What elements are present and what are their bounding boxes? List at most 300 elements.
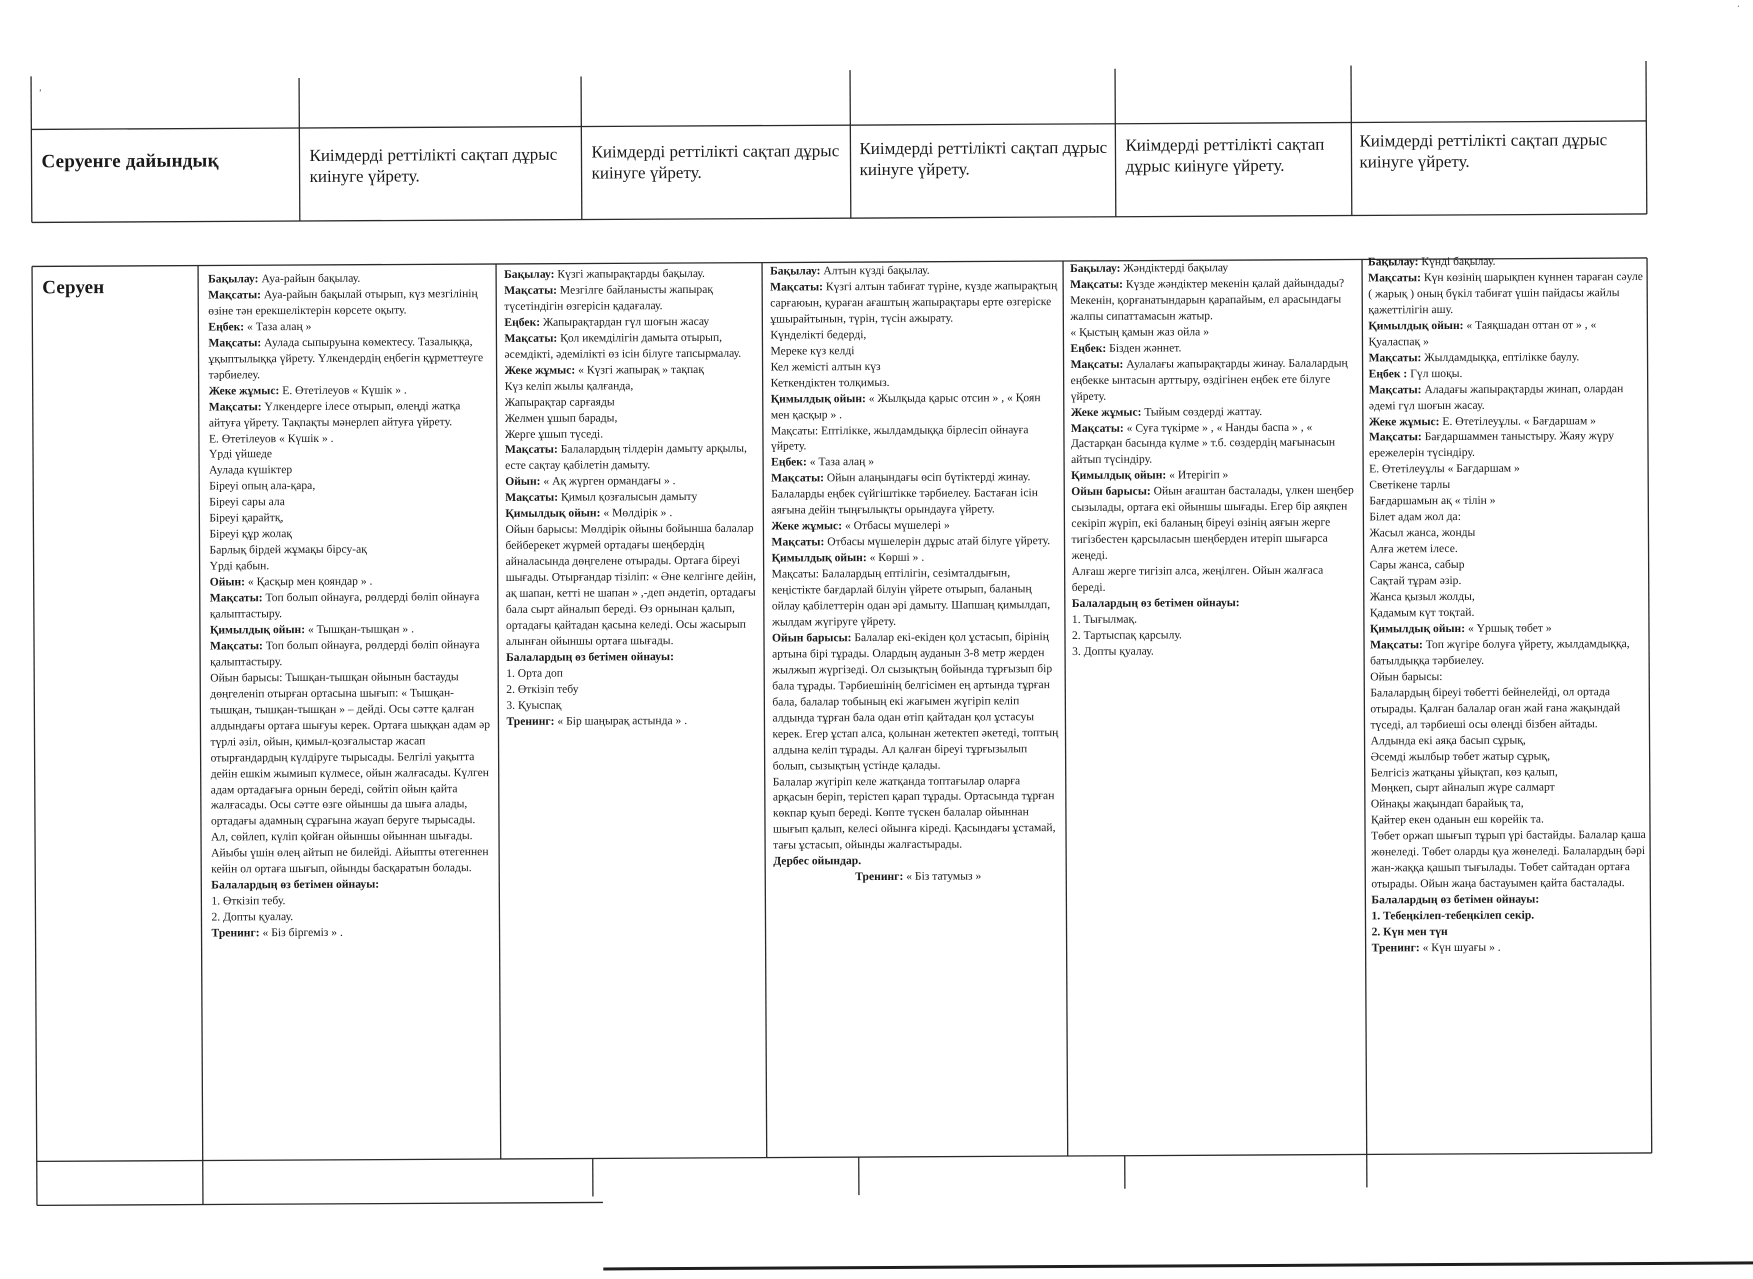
walk-line — [771, 390, 1061, 423]
walk-line-label: Мақсаты: — [770, 280, 823, 293]
row-title-walk: Серуен — [42, 276, 192, 307]
walk-line-text: Біреуі құр жолақ — [209, 527, 292, 540]
walk-line-body: Аулада сыпыруына көмектесу. Тазалыққа, ұқыптылыққа үйрету. Үлкендердің еңбегін құрметтеуге тәрбиелеу. — [208, 335, 483, 381]
walk-line — [208, 286, 492, 319]
walk-line — [212, 924, 496, 941]
walk-line-text — [1071, 405, 1262, 419]
walk-line — [209, 525, 493, 542]
walk-line — [208, 334, 492, 383]
walk-line — [1370, 668, 1646, 685]
walk-line-text: « Қыстың қамын жаз ойла » — [1070, 325, 1209, 339]
walk-line-text — [506, 650, 674, 664]
walk-line-body: Күнді бақылау. — [1418, 255, 1495, 268]
walk-line-body: « Бір шаңырақ астында » . — [554, 714, 687, 728]
walk-line-body: Қимыл қозғалысын дамыту — [558, 490, 697, 504]
prep-cell-tue: Киімдерді реттілікті сақтап дұрыс киінуге үйрету. — [591, 140, 845, 211]
walk-line-label: Жеке жұмыс: — [209, 384, 280, 397]
walk-line-text: 2. Өткізіп тебу — [506, 682, 578, 695]
walk-line-text: 2. Допты қуалау. — [211, 910, 293, 923]
walk-line-label: Ойын: — [505, 475, 540, 488]
walk-cell-fri — [1368, 253, 1649, 1144]
walk-line-text — [1372, 941, 1501, 955]
walk-line — [1371, 795, 1647, 812]
walk-line — [505, 425, 759, 442]
walk-line — [1070, 323, 1358, 340]
walk-line-body: Тыйым сөздерді жаттау. — [1141, 405, 1262, 419]
walk-line-body: Үлкендерге ілесе отырып, өлеңді жатқа айтуға үйрету. Тақпақты мәнерлеп айтуға үйрету. — [209, 399, 461, 429]
walk-line-text — [770, 279, 1057, 325]
walk-line-text: 3. Қуыспақ — [506, 698, 561, 711]
walk-line — [211, 892, 495, 909]
scan-mark-right: · — [1737, 1, 1740, 12]
walk-line-text — [1369, 430, 1614, 460]
walk-line — [1368, 317, 1644, 350]
walk-line — [504, 282, 758, 315]
walk-line-text — [1071, 484, 1354, 562]
walk-line-body: « Таза алаң » — [244, 320, 311, 333]
walk-line-text — [209, 383, 407, 397]
walk-line-text: Балалар жүгіріп келе жатқанда топтағылар оларға арқасын беріп, терістеп қарап тұрады. Ортасында тұрған көкпар қуып береді. Көпте түскен балалар ойыннан шығып қалып, келесі ойынға кіреді. Қасындағы ұстамай, тағы ұстасып, ойынды жалғастырады. — [773, 774, 1056, 852]
walk-line-text — [771, 519, 949, 533]
walk-line — [1370, 604, 1646, 621]
walk-line — [1369, 365, 1645, 382]
walk-line — [1370, 540, 1646, 557]
walk-line-label: Мақсаты: — [1369, 351, 1422, 364]
walk-line — [1071, 403, 1359, 420]
walk-line-body: Топ болып ойнауға, рөлдерді бөліп ойнауға қалыптастыру. — [210, 590, 480, 620]
walk-line — [770, 262, 1060, 279]
walk-line-text: Балалардың біреуі төбетті бейнелейді, ол ортада отырады. Қалған балалар оған жай ғана жақындай түседі, ал тәрбиеші осы өлеңді бізбен айтады. — [1370, 685, 1620, 731]
walk-line-text: 2. Тартыспақ қарсылу. — [1072, 628, 1182, 642]
walk-line-label: Балалардың өз бетімен ойнауы: — [506, 650, 674, 664]
walk-line-text: Күз келіп жылы қалғанда, — [505, 379, 634, 393]
walk-line — [504, 329, 758, 362]
walk-line — [210, 637, 494, 670]
walk-line-body: Жапырақтардан гүл шоғын жасау — [540, 315, 709, 329]
walk-line — [1071, 483, 1359, 564]
walk-line-body: « Итерігіп » — [1166, 469, 1228, 482]
walk-line-body: Бізден жәннет. — [1106, 341, 1181, 354]
walk-line-label: Тренинг: — [855, 870, 903, 883]
walk-line — [208, 270, 492, 287]
walk-line-text: Жанса қызыл жолды, — [1370, 590, 1475, 604]
walk-line-label: Тренинг: — [212, 926, 260, 939]
walk-cell-wed — [770, 262, 1065, 1149]
walk-cell-mon — [208, 270, 497, 1156]
walk-line-label: Балалардың өз бетімен ойнауы: — [1072, 596, 1240, 610]
walk-line-text — [504, 283, 713, 313]
walk-line — [771, 533, 1061, 550]
walk-line — [209, 509, 493, 526]
walk-line-label: Қимылдық ойын: — [505, 507, 600, 520]
walk-line — [770, 278, 1060, 327]
walk-line-label: Жеке жұмыс: — [1369, 415, 1440, 428]
walk-line-text: Сары жанса, сабыр — [1370, 558, 1465, 571]
walk-line-text — [212, 926, 343, 940]
walk-line-label: Мақсаты: — [505, 443, 558, 456]
walk-line-text: Үрді үйшеде — [209, 448, 272, 461]
walk-line-text: Мақсаты: Ептілікке, жылдамдыққа бірлесіп ойнауға үйрету. — [771, 423, 1029, 453]
walk-line-text: Е. Өтетілеуов « Күшік » . — [209, 431, 334, 445]
walk-line-text — [771, 471, 1038, 517]
walk-line-label: Мақсаты: — [1368, 271, 1421, 284]
walk-line — [1070, 339, 1358, 356]
walk-line-text: Сақтай тұрам әзір. — [1370, 574, 1462, 587]
walk-line-label: Мақсаты: — [1070, 278, 1123, 291]
walk-line — [1071, 467, 1359, 484]
walk-line-text — [505, 363, 704, 377]
walk-line-label: Бақылау: — [504, 268, 554, 281]
walk-line — [773, 773, 1063, 854]
walk-line — [1370, 684, 1646, 733]
walk-line-text: Ойын барысы: — [1370, 670, 1442, 683]
walk-line-label: Мақсаты: — [1369, 383, 1422, 396]
walk-line-text — [211, 878, 379, 892]
walk-line — [209, 430, 493, 447]
walk-line-text — [210, 575, 373, 589]
walk-cell-thu — [1070, 259, 1363, 1145]
walk-line-label: Мақсаты: — [210, 639, 263, 652]
walk-line — [210, 621, 494, 638]
walk-line — [1072, 626, 1360, 643]
walk-line — [1369, 428, 1645, 461]
walk-line-text: Мақсаты: Балалардың ептілігін, сезімталдығын, кеңістікте бағдарлай білуін үйрете отырып, баланың ойлау қабілеттерін одан әрі дамыту. Шапшаң қимылдап, жылдам жүгіруге үйрету. — [772, 566, 1051, 628]
walk-line — [773, 852, 1063, 869]
walk-line-label: Мақсаты: — [504, 284, 557, 297]
walk-line-text: 1. Тығылмақ. — [1072, 613, 1137, 626]
walk-line — [505, 361, 759, 378]
walk-line-text: 1. Орта доп — [506, 666, 563, 679]
walk-line-body: Жылдамдыққа, ептілікке баулу. — [1421, 350, 1579, 364]
walk-line — [770, 342, 1060, 359]
walk-line-text — [1369, 414, 1596, 428]
walk-line-text — [504, 331, 741, 361]
walk-line-text — [1370, 637, 1630, 667]
walk-line-body: « Қасқыр мен қояндар » . — [245, 575, 372, 589]
walk-line — [505, 393, 759, 410]
walk-line-text — [1368, 255, 1495, 269]
walk-line — [772, 549, 1062, 566]
walk-line — [1369, 349, 1645, 366]
walk-line — [505, 473, 759, 490]
walk-line-text: Жасыл жанса, жонды — [1369, 526, 1475, 540]
walk-line-label: Мақсаты: — [771, 535, 824, 548]
walk-line — [211, 876, 495, 893]
walk-line-body: « Біз біргеміз » . — [260, 926, 343, 939]
walk-line-text: Ойын барысы: Мөлдірік ойыны бойынша балалар бейберекет жүрмей ортадағы шеңбердің айналасында дөңгелене отырады. Ортаға біреуі шығады. Отырғандар тізіліп: « Әне келгінге дейін, ақ шапан, кетті не шапан » ,-деп әндетіп, ортадағы бала сырт айналып береді. Өз орнынан қалып, ортадағы қайтадан қасына келеді. Осы жасырып алынған ойыншы ортаға шығады. — [505, 522, 756, 648]
walk-line-body: « Отбасы мүшелері » — [842, 519, 950, 533]
walk-line — [1071, 419, 1359, 468]
walk-line-text — [1368, 318, 1596, 348]
walk-line — [505, 441, 759, 474]
walk-line — [506, 680, 760, 697]
walk-line-text — [210, 638, 480, 668]
walk-line-label: Еңбек: — [504, 316, 540, 329]
walk-line-text — [1070, 276, 1344, 322]
walk-line — [1369, 413, 1645, 430]
walk-line — [1371, 732, 1647, 749]
walk-line — [209, 445, 493, 462]
walk-line-text: Кел жемісті алтын күз — [771, 360, 881, 374]
walk-line-text: Біреуі қарайтқ, — [209, 511, 283, 524]
walk-line-label: Тренинг: — [506, 714, 554, 727]
walk-line — [1072, 610, 1360, 627]
walk-line — [1371, 748, 1647, 765]
walk-line — [209, 382, 493, 399]
walk-line — [208, 318, 492, 335]
walk-line — [1072, 594, 1360, 611]
walk-line — [506, 712, 760, 729]
walk-line-text — [505, 442, 747, 472]
walk-line-text — [504, 267, 705, 281]
walk-line — [771, 469, 1061, 518]
walk-line-text — [771, 534, 1050, 548]
walk-line-text — [773, 854, 861, 867]
walk-line-label: Еңбек : — [1369, 367, 1408, 380]
walk-line-body: « Тышқан-тышқан » . — [305, 622, 414, 636]
walk-line-label: Дербес ойындар. — [773, 854, 861, 867]
prep-cell-mon: Киімдерді реттілікті сақтап дұрыс киінуге үйрету. — [309, 144, 575, 215]
walk-line-label: Бақылау: — [1070, 262, 1120, 275]
walk-line-body: Е. Өтетілеуов « Күшік » . — [279, 383, 407, 397]
walk-line-text: Біреуі опың ала-қара, — [209, 479, 315, 493]
walk-line-text — [208, 320, 311, 334]
walk-line — [773, 868, 1063, 885]
walk-line — [771, 422, 1061, 455]
prep-cell-thu: Киімдерді реттілікті сақтап дұрыс киінуге үйрету. — [1125, 134, 1347, 205]
walk-line — [771, 358, 1061, 375]
walk-line-text: Алға жетем ілесе. — [1370, 542, 1458, 555]
walk-line-label: Ойын барысы: — [1071, 485, 1151, 498]
walk-line — [1368, 269, 1644, 318]
walk-line-text — [772, 630, 1058, 772]
walk-line-body: Мезгілге байланысты жапырақ түсетіндігін өзгерісін қадағалау. — [504, 283, 713, 313]
walk-line-text: Үрді қабын. — [210, 559, 270, 572]
walk-line — [210, 589, 494, 622]
walk-cell-tue — [504, 266, 763, 1152]
walk-line-label: Қимылдық ойын: — [1071, 469, 1166, 482]
walk-line-label: Қимылдық ойын: — [772, 551, 867, 564]
walk-line-text: 1. Өткізіп тебу. — [211, 894, 285, 907]
walk-line-text — [1371, 893, 1539, 907]
walk-line-body: « Суға түкірме » , « Нанды баспа » , « Дастарқан басында күлме » т.б. сөздердің мағынасын айтып түсіндіру. — [1071, 420, 1335, 466]
walk-line-label: Еңбек: — [208, 320, 244, 333]
walk-line-label: Балалардың өз бетімен ойнауы: — [1371, 893, 1539, 907]
walk-line — [770, 326, 1060, 343]
walk-line — [505, 409, 759, 426]
walk-line-text — [208, 287, 478, 317]
walk-line-label: 2. Күн мен түн — [1372, 925, 1448, 938]
walk-line-text — [1369, 367, 1463, 380]
walk-line-text: Біреуі сары ала — [209, 495, 285, 508]
walk-line-text — [210, 590, 480, 620]
walk-line — [209, 541, 493, 558]
walk-line-text — [505, 474, 675, 488]
walk-line-body: Алтын күзді бақылау. — [820, 264, 929, 278]
walk-line-text — [1072, 596, 1240, 610]
walk-line-body: « Күзгі жапырақ » тақпақ — [575, 363, 704, 377]
walk-line-body: « Күн шуағы » . — [1420, 941, 1501, 954]
walk-line-label: Мақсаты: — [208, 288, 261, 301]
walk-line-text — [1368, 270, 1643, 316]
walk-line-text — [1370, 621, 1552, 635]
walk-line-text: Желмен ұшып барады, — [505, 411, 618, 425]
walk-line — [1371, 763, 1647, 780]
walk-line-body: Жәндіктерді бақылау — [1120, 261, 1228, 275]
walk-line-label: Қимылдық ойын: — [210, 623, 305, 636]
walk-line-label: Мақсаты: — [1369, 431, 1422, 444]
walk-line — [211, 908, 495, 925]
walk-line-body: Отбасы мүшелерін дұрыс атай білуге үйрету. — [824, 534, 1050, 548]
walk-line — [1371, 779, 1647, 796]
walk-line-text — [208, 335, 483, 381]
walk-line-text — [1371, 909, 1534, 923]
walk-line-text — [771, 391, 1041, 421]
walk-line-text — [505, 490, 697, 504]
walk-line-label: Бақылау: — [208, 272, 258, 285]
walk-line-body: Ойын ағаштан басталады, үлкен шеңбер сызылады, ортаға екі ойыншы шығады. Егер бір аяқпен секіріп жүріп, екі баланың біреуі өзінің аяғын жерге тигізбестен қарсыласын шеңберден итеріп шығарса жеңеді. — [1071, 484, 1353, 562]
walk-line — [210, 557, 494, 574]
walk-line-text — [210, 622, 414, 636]
walk-line — [209, 398, 493, 431]
walk-line-body: Топ болып ойнауға, рөлдерді бөліп ойнауға қалыптастыру. — [210, 638, 480, 668]
walk-line-text — [1369, 382, 1624, 412]
walk-line — [1071, 355, 1359, 404]
walk-line-text — [771, 455, 874, 469]
walk-line-text: Е. Өтетілеуұлы « Бағдаршам » — [1369, 462, 1520, 476]
walk-line-label: Мақсаты: — [771, 472, 824, 485]
walk-line — [209, 493, 493, 510]
walk-line — [1369, 381, 1645, 414]
walk-line-body: Аладағы жапырақтарды жинап, олардан әдемі гүл шоғын жасау. — [1369, 382, 1624, 412]
walk-line — [1371, 891, 1647, 908]
row-title-prep: Серуенге дайындық — [41, 149, 293, 214]
walk-line-body: Күн көзінің шарықпен күннен тараған сәуле ( жарық ) оның бүкіл табиғат үшін пайдасы жайлы қажеттілігін ашу. — [1368, 270, 1643, 316]
walk-line-body: Күзгі жапырақтарды бақылау. — [554, 267, 704, 281]
walk-line — [1369, 492, 1645, 509]
walk-line-text: Мереке күз келді — [770, 344, 854, 357]
walk-line-label: Мақсаты: — [209, 400, 262, 413]
walk-line-label: Қимылдық ойын: — [771, 392, 866, 405]
walk-line-body: « Мөлдірік » . — [600, 506, 672, 519]
walk-line-text: Әсемді жылбыр төбет жатыр сұрық, — [1371, 749, 1550, 763]
walk-line-body: Күзгі алтын табиғат түріне, күзде жапырақтың сарғаюын, қураған ағаштың жапырақтары ерте өзгеріске ұшырайтынын, түрін, түсін ажырату. — [770, 279, 1057, 325]
scan-mark: , — [39, 82, 42, 93]
prep-cell-fri: Киімдерді реттілікті сақтап дұрыс киінуге үйрету. — [1359, 129, 1643, 200]
walk-line-text — [505, 506, 672, 520]
walk-line-text — [770, 264, 930, 278]
walk-line-text — [1071, 469, 1228, 483]
walk-line — [771, 374, 1061, 391]
walk-line-text — [855, 870, 981, 884]
walk-line — [1371, 827, 1647, 892]
walk-line — [1368, 253, 1644, 270]
walk-line-body: « Көрші » . — [867, 551, 925, 564]
walk-line — [771, 453, 1061, 470]
walk-line-text — [208, 272, 360, 286]
walk-line-text — [504, 315, 709, 329]
walk-line-body: Топ жүгіре болуға үйрету, жылдамдыққа, батылдыққа тәрбиелеу. — [1370, 637, 1630, 667]
walk-line-body: Аулалағы жапырақтарды жинау. Балалардың еңбекке ынтасын арттыру, өздігінен еңбек ете білуге үйрету. — [1071, 356, 1348, 402]
walk-line — [772, 629, 1063, 774]
walk-line-body: « Таза алаң » — [807, 455, 874, 468]
walk-line-text: Қайтер екен оданын еш көрейік та. — [1371, 813, 1544, 827]
walk-line — [1371, 907, 1647, 924]
walk-line — [1370, 588, 1646, 605]
walk-line — [1370, 572, 1646, 589]
walk-line — [505, 489, 759, 506]
walk-line — [505, 521, 760, 650]
walk-line — [1370, 636, 1646, 669]
walk-line-label: Бақылау: — [1368, 255, 1418, 268]
walk-line — [1369, 476, 1645, 493]
walk-line-body: Бағдаршаммен таныстыру. Жаяу жүру ережелерін түсіндіру. — [1369, 430, 1614, 460]
walk-line — [772, 565, 1062, 630]
walk-line-label: Қимылдық ойын: — [1370, 622, 1465, 635]
walk-line-text: Белгісіз жатқаны ұйықтап, көз қалып, — [1371, 765, 1558, 779]
walk-line-text: Жапырақтар сарғаяды — [505, 395, 615, 409]
walk-line — [1072, 563, 1360, 596]
walk-line — [209, 461, 493, 478]
walk-line-text: Бағдаршамын ақ « тілін » — [1369, 494, 1495, 508]
walk-line-body: Балалардың тілдерін дамыту арқылы, есте сақтау қабілетін дамыту. — [505, 442, 747, 472]
walk-line-body: Е. Өтетілеуұлы. « Бағдаршам » — [1439, 414, 1596, 428]
walk-line-text: Кеткендіктен толқимыз. — [771, 376, 890, 390]
walk-line-label: Ойын барысы: — [772, 631, 852, 644]
walk-line-body: « Үршық төбет » — [1465, 621, 1552, 634]
walk-line-label: Мақсаты: — [505, 491, 558, 504]
walk-line — [1070, 275, 1358, 324]
walk-line-text: Алдында екі аяқа басып сұрық, — [1371, 733, 1526, 747]
walk-line-text: 3. Допты қуалау. — [1072, 644, 1154, 657]
walk-line-label: Мақсаты: — [1370, 638, 1423, 651]
walk-line-text: Ойнақы жақындап барайық та, — [1371, 797, 1524, 811]
walk-line-body: Ауа-райын бақылай отырып, күз мезгілінің өзіне тән ерекшеліктерін көрсете оқыту. — [208, 287, 477, 317]
walk-line-label: Бақылау: — [770, 264, 820, 277]
prep-cell-wed: Киімдерді реттілікті сақтап дұрыс киінуге үйрету. — [859, 137, 1109, 208]
walk-line-label: Еңбек: — [1070, 342, 1106, 355]
walk-line — [1369, 524, 1645, 541]
walk-line-text: Аулада күшіктер — [209, 463, 292, 476]
walk-line-text: Светікене тарлы — [1369, 478, 1450, 491]
walk-line-text — [772, 551, 925, 565]
walk-line-label: Мақсаты: — [210, 591, 263, 604]
walk-line-text: Мөңкеп, сырт айналып жүре салмарт — [1371, 781, 1555, 795]
walk-line-label: Еңбек: — [771, 456, 807, 469]
walk-line-text: Барлық бірдей жұмақы бірсу-ақ — [210, 543, 367, 557]
walk-line — [771, 517, 1061, 534]
walk-line — [1072, 642, 1360, 659]
walk-line-label: Мақсаты: — [504, 331, 557, 344]
walk-line-text — [209, 399, 461, 429]
walk-line-label: Жеке жұмыс: — [1071, 405, 1142, 418]
walk-line-text: Төбет оржап шығып тұрып үрі бастайды. Балалар қаша жөнеледі. Төбет оларды қуа жөнеледі. Балалардың бәрі жан-жаққа қашып тығылады. Төбет сайтадан ортаға отырады. Ойын жаңа бастауымен қайта басталады. — [1371, 828, 1646, 890]
walk-line-label: Жеке жұмыс: — [505, 363, 576, 376]
walk-line-text — [1372, 925, 1448, 938]
walk-line-body: Гүл шоқы. — [1407, 367, 1462, 380]
walk-line — [504, 313, 758, 330]
walk-line-label: Тренинг: — [1372, 941, 1420, 954]
walk-line — [1070, 259, 1358, 276]
walk-line-text — [1071, 356, 1348, 402]
walk-line-body: Балалар екі-екіден қол ұстасып, бірінің артына бірі тұрады. Олардың ауданын 3-8 метр жерден жылжып жүргізеді. Ол сызықтың бойында тұрғызып бір бала тұрады. Тәрбиешінің белгісімен ең артында тұрған бала, балалар тобының екі жағымен жүгіріп келіп алдында тұрған бала одан өтіп қайтадан қол ұстасуы керек. Егер ұстап алса, қолынан жетектеп әкетеді, топтың алдына келіп тұрады. Ал қалған біреуі тұрғызылып болып, сызықтың үстінде қалады. — [772, 630, 1058, 772]
walk-line — [1371, 811, 1647, 828]
walk-line — [506, 696, 760, 713]
walk-line-label: 1. Тебеңкілеп-тебеңкілеп секір. — [1371, 909, 1534, 923]
walk-line-label: Ойын: — [210, 575, 245, 588]
walk-line-body: « Таяқшадан оттан от » , « Қуаласпақ » — [1368, 318, 1596, 348]
walk-line-text — [506, 714, 687, 728]
